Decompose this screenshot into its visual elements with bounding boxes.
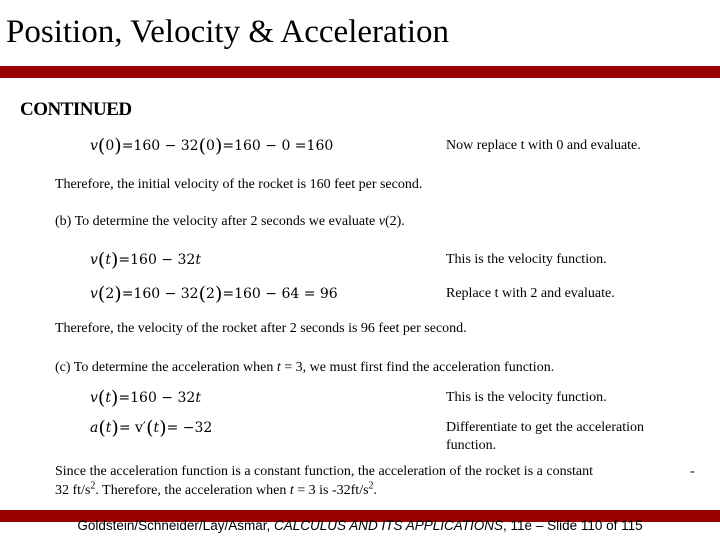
note-velocity-function-repeat: This is the velocity function. <box>446 390 607 405</box>
equation-acceleration-function: a(t)= v′(t)= −32 <box>90 417 213 439</box>
conclusion-line-2: 32 $ft/s^2$. Therefore, the acceleration when t = 3 is $-32ft/s^2$. <box>55 480 378 498</box>
conclusion-line-1: Since the acceleration function is a constant function, the acceleration of the rocket is a constant <box>55 464 594 479</box>
statement-velocity-after-2s: Therefore, the velocity of the rocket after 2 seconds is 96 feet per second. <box>55 321 467 336</box>
continued-subheading: CONTINUED <box>20 99 132 120</box>
part-c-instruction: (c) To determine the acceleration when t = 3, we must first find the acceleration function. <box>55 360 555 375</box>
note-velocity-function: This is the velocity function. <box>446 252 607 267</box>
slide-footer: Goldstein/Schneider/Lay/Asmar, CALCULUS AND ITS APPLICATIONS, 11e – Slide 110 of 115 <box>77 518 643 533</box>
note-differentiate: Differentiate to get the acceleration function. <box>446 420 644 453</box>
note-replace-t-with-0: Now replace t with 0 and evaluate. <box>446 138 641 153</box>
title-divider-bar <box>0 66 720 78</box>
statement-initial-velocity: Therefore, the initial velocity of the rocket is 160 feet per second. <box>55 177 423 192</box>
equation-v-of-2: v(2)=160 − 32(2)=160 − 64 = 96 <box>90 283 338 305</box>
conclusion-trailing-dash: - <box>690 464 695 479</box>
part-b-instruction: (b) To determine the velocity after 2 seconds we evaluate v(2). <box>55 214 405 229</box>
slide-title: Position, Velocity & Acceleration <box>6 14 449 50</box>
equation-v-of-0: v(0)=160 − 32(0)=160 − 0 =160 <box>90 135 334 157</box>
equation-velocity-function: v(t)=160 − 32t <box>90 249 201 271</box>
note-replace-t-with-2: Replace t with 2 and evaluate. <box>446 286 615 301</box>
equation-velocity-function-repeat: v(t)=160 − 32t <box>90 387 201 409</box>
